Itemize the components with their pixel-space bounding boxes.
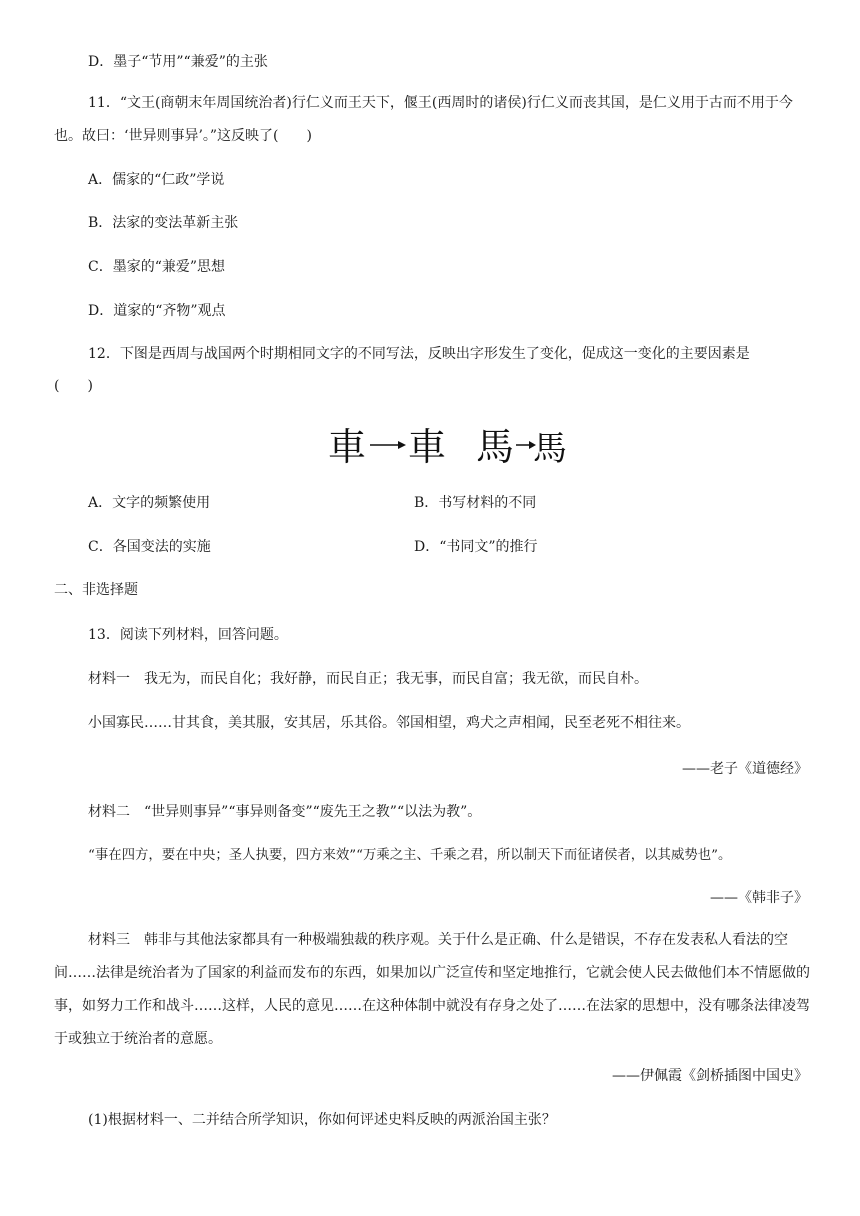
q12-option-a: A．文字的频繁使用 xyxy=(88,495,211,511)
material3-text: 材料三 韩非与其他法家都具有一种极端独裁的秩序观。关于什么是正确、什么是错误，不存在发表私人看法的空间……法律是统治者为了国家的利益而发布的东西，如果加以广泛宣传和坚定地推行，它就会使人民去做他们本不情愿做的事，如努力工作和战斗……这样，人民的意见……在这种体制中就没有存身之处了……在法家的思想中，没有哪条法律凌驾于或独立于统治者的意愿。 xyxy=(54,932,810,1047)
material1-line1: 材料一 我无为，而民自化；我好静，而民自正；我无事，而民自富；我无欲，而民自朴。 xyxy=(88,671,648,687)
material2-line1: 材料二 “世异则事异”“事异则备变”“废先王之教”“以法为教”。 xyxy=(88,804,482,820)
script-evolution-figure xyxy=(326,420,566,470)
q11-option-c: C．墨家的“兼爱”思想 xyxy=(88,259,226,275)
q13-subquestion-1: (1)根据材料一、二并结合所学知识，你如何评述史料反映的两派治国主张？ xyxy=(88,1112,556,1128)
q11-option-d: D．道家的“齐物”观点 xyxy=(88,303,226,319)
q12-stem: 12．下图是西周与战国两个时期相同文字的不同写法，反映出字形发生了变化，促成这一变化的主要因素是 xyxy=(88,346,750,362)
q12-option-c: C．各国变法的实施 xyxy=(88,539,211,555)
material3-source: ——伊佩霞《剑桥插图中国史》 xyxy=(612,1068,808,1084)
prev-option-d: D．墨子“节用”“兼爱”的主张 xyxy=(88,54,268,70)
script-figure-svg xyxy=(326,420,566,470)
q12-option-d: D．“书同文”的推行 xyxy=(414,539,538,555)
glyph-ma-old: 馬 xyxy=(476,425,515,469)
section-title: 二、非选择题 xyxy=(54,582,138,598)
glyph-che-old: 車 xyxy=(328,425,367,469)
glyph-che-new: 車 xyxy=(408,425,447,469)
material2-line2: “事在四方，要在中央；圣人执要，四方来效”“万乘之主、千乘之君，所以制天下而征诸侯者，以其威势也”。 xyxy=(88,848,732,863)
material1-source: ——老子《道德经》 xyxy=(682,761,808,777)
material1-line2: 小国寡民……甘其食，美其服，安其居，乐其俗。邻国相望，鸡犬之声相闻，民至老死不相往来。 xyxy=(88,715,690,731)
q12-option-b: B．书写材料的不同 xyxy=(414,495,537,511)
glyph-ma-new: 馬 xyxy=(533,429,566,469)
q11-option-b: B．法家的变法革新主张 xyxy=(88,215,239,231)
q13-stem: 13．阅读下列材料，回答问题。 xyxy=(88,627,288,643)
arrowhead-1 xyxy=(398,441,406,449)
q11-stem: 11．“文王(商朝末年周国统治者)行仁义而王天下，偃王(西周时的诸侯)行仁义而丧其国，是仁义用于古而不用于今也。故曰：‘世异则事异’。”这反映了( ) xyxy=(54,95,793,144)
q12-stem-blank: ( ) xyxy=(54,378,93,394)
q11-option-a: A．儒家的“仁政”学说 xyxy=(88,172,225,188)
material2-source: ——《韩非子》 xyxy=(710,890,808,906)
